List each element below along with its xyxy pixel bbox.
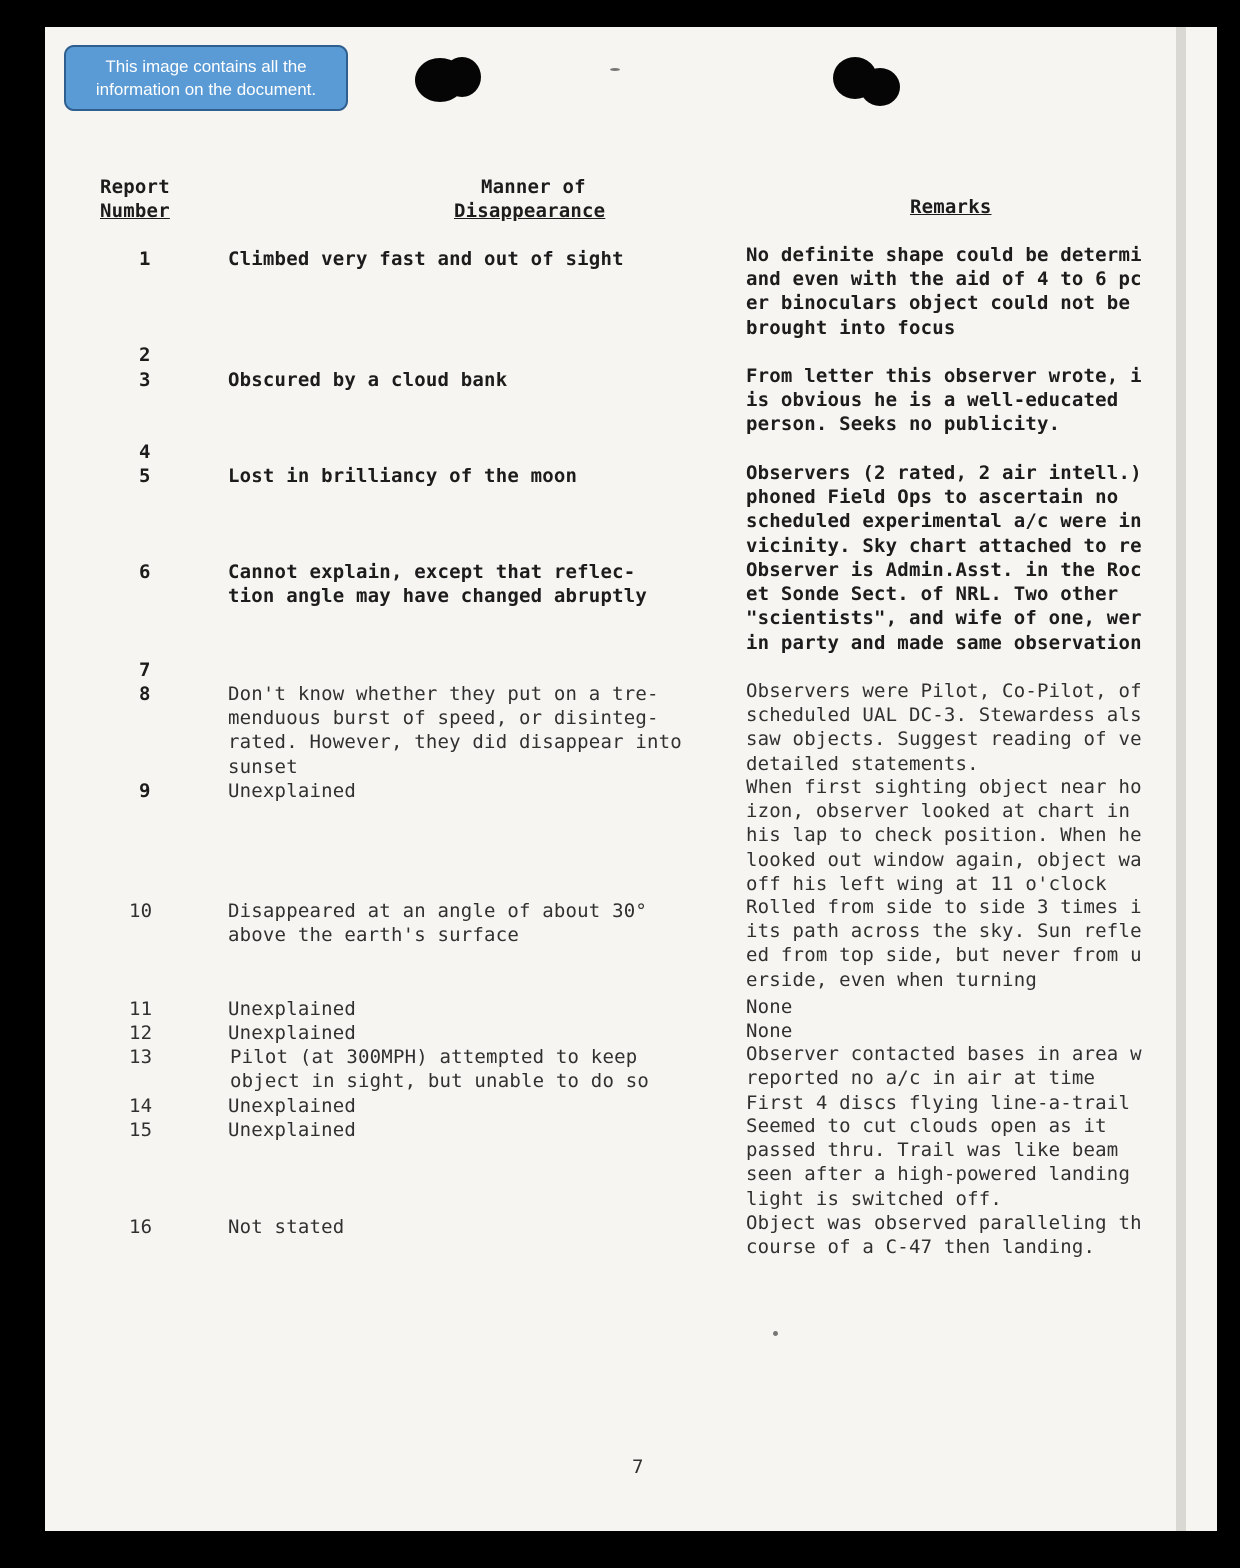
paper-speck [610, 68, 620, 71]
remarks-text: None [746, 996, 793, 1018]
punch-hole-left-overlap [443, 57, 481, 97]
report-number: 5 [139, 465, 151, 487]
report-number: 9 [139, 780, 151, 802]
manner-text: Unexplained [228, 1022, 357, 1044]
manner-text: Unexplained [228, 1119, 357, 1141]
manner-text: Unexplained [228, 780, 357, 802]
remarks-text: Object was observed paralleling th course of a C-47 then landing. [746, 1212, 1142, 1259]
manner-text: Unexplained [228, 1095, 357, 1117]
remarks-text: First 4 discs flying line-a-trail [746, 1092, 1131, 1114]
report-number: 3 [139, 369, 151, 391]
manner-text: Lost in brilliancy of the moon [228, 465, 578, 487]
manner-text: Obscured by a cloud bank [228, 369, 508, 391]
info-banner [64, 45, 348, 111]
header-disappearance: Disappearance [454, 200, 606, 222]
punch-hole-right-overlap [860, 68, 900, 106]
remarks-text: Observers (2 rated, 2 air intell.) phoned Field Ops to ascertain no scheduled experimental a/c were in vicinity. Sky chart attached to re [746, 462, 1142, 557]
report-number: 4 [139, 441, 151, 463]
report-number: 12 [129, 1022, 153, 1044]
report-number: 1 [139, 248, 151, 270]
remarks-text: Rolled from side to side 3 times i its path across the sky. Sun refle ed from top side, but never from u erside, even when turning [746, 896, 1142, 991]
manner-text: Disappeared at an angle of about 30° above the earth's surface [228, 900, 648, 947]
report-number: 8 [139, 683, 151, 705]
manner-text: Not stated [228, 1216, 345, 1238]
report-number: 7 [139, 659, 151, 681]
remarks-text: From letter this observer wrote, i is obvious he is a well-educated person. Seeks no publicity. [746, 365, 1142, 436]
manner-text: Unexplained [228, 998, 357, 1020]
header-manner: Manner of [481, 176, 586, 198]
remarks-text: Observers were Pilot, Co-Pilot, of scheduled UAL DC-3. Stewardess als saw objects. Suggest reading of ve detailed statements. [746, 680, 1142, 775]
remarks-text: No definite shape could be determi and even with the aid of 4 to 6 pc er binoculars object could not be brought into focus [746, 244, 1142, 339]
page-edge [1176, 27, 1186, 1531]
info-banner-text: This image contains all the information on the document. [95, 57, 317, 99]
report-number: 14 [129, 1095, 153, 1117]
report-number: 13 [129, 1046, 153, 1068]
report-number: 6 [139, 561, 151, 583]
manner-text: Cannot explain, except that reflec- tion angle may have changed abruptly [228, 561, 648, 608]
header-remarks: Remarks [910, 196, 992, 218]
remarks-text: Observer is Admin.Asst. in the Roc et Sonde Sect. of NRL. Two other "scientists", and wife of one, wer in party and made same observation [746, 559, 1142, 654]
report-number: 15 [129, 1119, 153, 1141]
remarks-text: When first sighting object near ho izon, observer looked at chart in his lap to check position. When he looked out window again, object wa off his left wing at 11 o'clock [746, 776, 1142, 895]
report-number: 10 [129, 900, 153, 922]
remarks-text: Seemed to cut clouds open as it passed thru. Trail was like beam seen after a high-powered landing light is switched off. [746, 1115, 1131, 1210]
page-number: 7 [632, 1456, 644, 1478]
manner-text: Climbed very fast and out of sight [228, 248, 624, 270]
report-number: 11 [129, 998, 153, 1020]
paper-speck [773, 1331, 778, 1336]
header-report: Report [100, 176, 170, 198]
header-number: Number [100, 200, 170, 222]
manner-text: Pilot (at 300MPH) attempted to keep object in sight, but unable to do so [230, 1046, 650, 1093]
report-number: 16 [129, 1216, 153, 1238]
manner-text: Don't know whether they put on a tre- menduous burst of speed, or disinteg- rated. However, they did disappear into sunset [228, 683, 682, 778]
report-number: 2 [139, 344, 151, 366]
remarks-text: None [746, 1020, 793, 1042]
remarks-text: Observer contacted bases in area w reported no a/c in air at time [746, 1043, 1142, 1090]
